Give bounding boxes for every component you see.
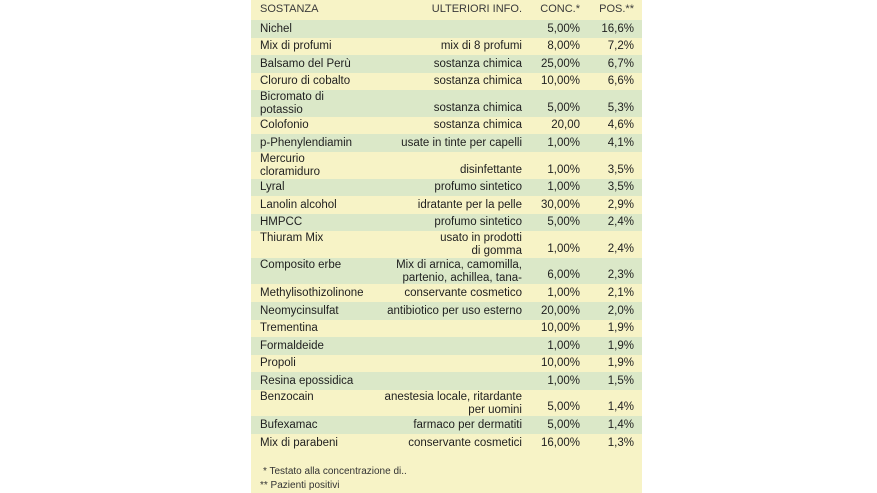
cell-sostanza-line: cloramiduro bbox=[260, 166, 321, 179]
cell-sostanza bbox=[260, 40, 332, 53]
cell-pos: 7,2% bbox=[607, 40, 634, 53]
cell-info-line: antibiotico per uso esterno bbox=[387, 304, 522, 317]
cell-info-line: conservante cosmetico bbox=[404, 286, 522, 299]
cell-conc: 1,00% bbox=[547, 242, 580, 255]
cell-conc: 16,00% bbox=[540, 436, 580, 449]
table-row bbox=[251, 390, 642, 417]
cell-pos: 2,4% bbox=[607, 242, 634, 255]
cell-info bbox=[418, 199, 522, 212]
cell-conc: 5,00% bbox=[547, 22, 580, 35]
allergen-table-panel bbox=[251, 0, 642, 493]
table-row bbox=[251, 320, 642, 338]
cell-sostanza bbox=[260, 419, 318, 432]
cell-conc: 5,00% bbox=[547, 101, 580, 114]
cell-info bbox=[401, 137, 522, 150]
table-body bbox=[251, 20, 642, 452]
cell-info-line: per uomini bbox=[468, 403, 522, 416]
table-row bbox=[251, 179, 642, 197]
cell-pos: 6,6% bbox=[607, 75, 634, 88]
cell-info-line: sostanza chimica bbox=[433, 119, 522, 132]
table-row bbox=[251, 20, 642, 38]
cell-sostanza-line: Colofonio bbox=[260, 119, 309, 132]
cell-pos: 4,6% bbox=[607, 119, 634, 132]
cell-sostanza bbox=[260, 216, 302, 229]
cell-info-line: sostanza chimica bbox=[433, 75, 522, 88]
cell-sostanza bbox=[260, 287, 364, 300]
cell-pos: 6,7% bbox=[607, 57, 634, 70]
cell-sostanza-line: p-Phenylendiamin bbox=[260, 137, 353, 150]
cell-sostanza bbox=[260, 305, 339, 318]
cell-sostanza-line: Balsamo del Perù bbox=[260, 57, 351, 70]
cell-sostanza-line: Lanolin alcohol bbox=[260, 198, 337, 211]
header-info: ULTERIORI INFO. bbox=[431, 3, 522, 15]
table-row bbox=[251, 90, 642, 117]
cell-conc: 10,00% bbox=[540, 75, 580, 88]
cell-info-line: usato in prodotti bbox=[440, 232, 522, 245]
cell-info-line: mix di 8 profumi bbox=[440, 40, 522, 53]
table-row bbox=[251, 38, 642, 56]
cell-info-line: anestesia locale, ritardante bbox=[384, 390, 522, 403]
footnote-pos: ** Pazienti positivi bbox=[260, 480, 340, 491]
table-row bbox=[251, 134, 642, 152]
cell-sostanza-line: Lyral bbox=[260, 181, 285, 194]
cell-info bbox=[434, 75, 522, 88]
cell-info bbox=[434, 119, 522, 132]
cell-pos: 2,9% bbox=[607, 198, 634, 211]
cell-info-line: profumo sintetico bbox=[434, 216, 522, 229]
table-row bbox=[251, 416, 642, 434]
cell-info bbox=[434, 181, 522, 194]
table-row bbox=[251, 302, 642, 320]
table-row bbox=[251, 258, 642, 285]
cell-conc: 5,00% bbox=[547, 401, 580, 414]
cell-pos: 2,4% bbox=[607, 216, 634, 229]
cell-conc: 1,00% bbox=[547, 163, 580, 176]
cell-info bbox=[434, 216, 522, 229]
cell-conc: 1,00% bbox=[547, 181, 580, 194]
cell-pos: 1,5% bbox=[607, 374, 634, 387]
cell-sostanza bbox=[260, 75, 350, 88]
cell-pos: 2,1% bbox=[607, 286, 634, 299]
cell-sostanza-line: Resina epossidica bbox=[260, 374, 354, 387]
footnote-conc: * Testato alla concentrazione di.. bbox=[263, 466, 407, 477]
table-header bbox=[251, 0, 642, 17]
cell-pos: 2,3% bbox=[607, 269, 634, 282]
cell-info bbox=[460, 164, 522, 177]
cell-sostanza-line: Neomycinsulfat bbox=[260, 304, 339, 317]
cell-conc: 20,00% bbox=[540, 304, 580, 317]
header-conc: CONC.* bbox=[540, 3, 580, 15]
cell-pos: 5,3% bbox=[607, 101, 634, 114]
cell-sostanza bbox=[260, 199, 337, 212]
table-row bbox=[251, 214, 642, 232]
cell-sostanza-line: Formaldeide bbox=[260, 339, 324, 352]
cell-conc: 10,00% bbox=[540, 357, 580, 370]
cell-conc: 8,00% bbox=[547, 40, 580, 53]
cell-pos: 16,6% bbox=[601, 22, 634, 35]
cell-sostanza bbox=[260, 181, 285, 194]
cell-info-line: Mix di arnica, camomilla, bbox=[396, 258, 522, 271]
table-row bbox=[251, 372, 642, 390]
cell-info-line: sostanza chimica bbox=[433, 57, 522, 70]
cell-conc: 25,00% bbox=[540, 57, 580, 70]
cell-pos: 3,5% bbox=[607, 181, 634, 194]
cell-sostanza bbox=[260, 58, 351, 71]
table-row bbox=[251, 55, 642, 73]
cell-sostanza bbox=[260, 232, 323, 245]
cell-sostanza-line: Thiuram Mix bbox=[260, 232, 324, 245]
cell-sostanza bbox=[260, 23, 292, 36]
cell-conc: 1,00% bbox=[547, 374, 580, 387]
table-row bbox=[251, 284, 642, 302]
cell-pos: 1,3% bbox=[607, 436, 634, 449]
table-row bbox=[251, 196, 642, 214]
cell-sostanza-line: Benzocain bbox=[260, 390, 314, 403]
cell-info-line: usate in tinte per capelli bbox=[401, 137, 522, 150]
cell-sostanza bbox=[260, 91, 324, 117]
cell-sostanza bbox=[260, 259, 341, 272]
cell-sostanza-line: Bicromato di bbox=[260, 91, 324, 104]
cell-info-line: idratante per la pelle bbox=[417, 198, 522, 211]
cell-info-line: conservante cosmetici bbox=[408, 436, 522, 449]
cell-info bbox=[434, 102, 522, 115]
table-row bbox=[251, 73, 642, 91]
cell-conc: 1,00% bbox=[547, 137, 580, 150]
table-row bbox=[251, 434, 642, 452]
cell-conc: 5,00% bbox=[547, 216, 580, 229]
cell-sostanza bbox=[260, 119, 309, 132]
cell-pos: 2,0% bbox=[607, 304, 634, 317]
header-pos: POS.** bbox=[599, 3, 634, 15]
cell-sostanza-line: potassio bbox=[260, 104, 303, 117]
cell-info bbox=[434, 58, 522, 71]
table-row bbox=[251, 231, 642, 258]
cell-sostanza-line: Nichel bbox=[260, 22, 292, 35]
cell-pos: 4,1% bbox=[607, 137, 634, 150]
cell-info bbox=[408, 437, 522, 450]
cell-conc: 6,00% bbox=[547, 269, 580, 282]
cell-sostanza bbox=[260, 153, 320, 179]
table-row bbox=[251, 117, 642, 135]
table-row bbox=[251, 337, 642, 355]
cell-sostanza-line: Cloruro di cobalto bbox=[260, 75, 351, 88]
cell-pos: 1,4% bbox=[607, 401, 634, 414]
cell-info bbox=[385, 391, 522, 417]
cell-sostanza-line: Composito erbe bbox=[260, 258, 342, 271]
cell-pos: 3,5% bbox=[607, 163, 634, 176]
cell-conc: 1,00% bbox=[547, 286, 580, 299]
cell-pos: 1,9% bbox=[607, 357, 634, 370]
cell-info-line: farmaco per dermatiti bbox=[413, 419, 522, 431]
cell-info-line: partenio, achillea, tana- bbox=[402, 271, 522, 284]
cell-sostanza bbox=[260, 340, 324, 353]
cell-info-line: profumo sintetico bbox=[434, 181, 522, 194]
cell-sostanza-line: Propoli bbox=[260, 357, 296, 370]
cell-conc: 20,00 bbox=[551, 119, 580, 132]
cell-conc: 10,00% bbox=[540, 322, 580, 335]
cell-sostanza-line: Methylisothizolinone bbox=[260, 286, 364, 299]
cell-pos: 1,4% bbox=[607, 419, 634, 431]
cell-conc: 1,00% bbox=[547, 339, 580, 352]
cell-sostanza bbox=[260, 391, 314, 404]
cell-info-line: di gomma bbox=[471, 245, 522, 258]
cell-info bbox=[396, 259, 522, 285]
cell-info bbox=[441, 40, 522, 53]
cell-info bbox=[440, 232, 522, 258]
cell-sostanza-line: Mercurio bbox=[260, 153, 305, 166]
cell-pos: 1,9% bbox=[607, 339, 634, 352]
cell-pos: 1,9% bbox=[607, 322, 634, 335]
cell-sostanza-line: Bufexamac bbox=[260, 419, 318, 431]
cell-conc: 30,00% bbox=[540, 198, 580, 211]
cell-conc: 5,00% bbox=[547, 419, 580, 431]
cell-sostanza-line: Mix di profumi bbox=[260, 40, 332, 53]
cell-sostanza bbox=[260, 322, 318, 335]
cell-sostanza-line: HMPCC bbox=[260, 216, 303, 229]
cell-sostanza-line: Trementina bbox=[260, 322, 318, 335]
cell-sostanza bbox=[260, 137, 352, 150]
table-row bbox=[251, 152, 642, 179]
cell-info bbox=[404, 287, 522, 300]
table-row bbox=[251, 355, 642, 373]
cell-sostanza bbox=[260, 357, 296, 370]
cell-info bbox=[413, 419, 522, 432]
cell-sostanza-line: Mix di parabeni bbox=[260, 436, 338, 449]
header-sostanza: SOSTANZA bbox=[260, 3, 319, 15]
cell-info-line: disinfettante bbox=[459, 163, 522, 176]
cell-info bbox=[387, 305, 522, 318]
cell-sostanza bbox=[260, 375, 353, 388]
cell-info-line: sostanza chimica bbox=[433, 101, 522, 114]
cell-sostanza bbox=[260, 437, 338, 450]
